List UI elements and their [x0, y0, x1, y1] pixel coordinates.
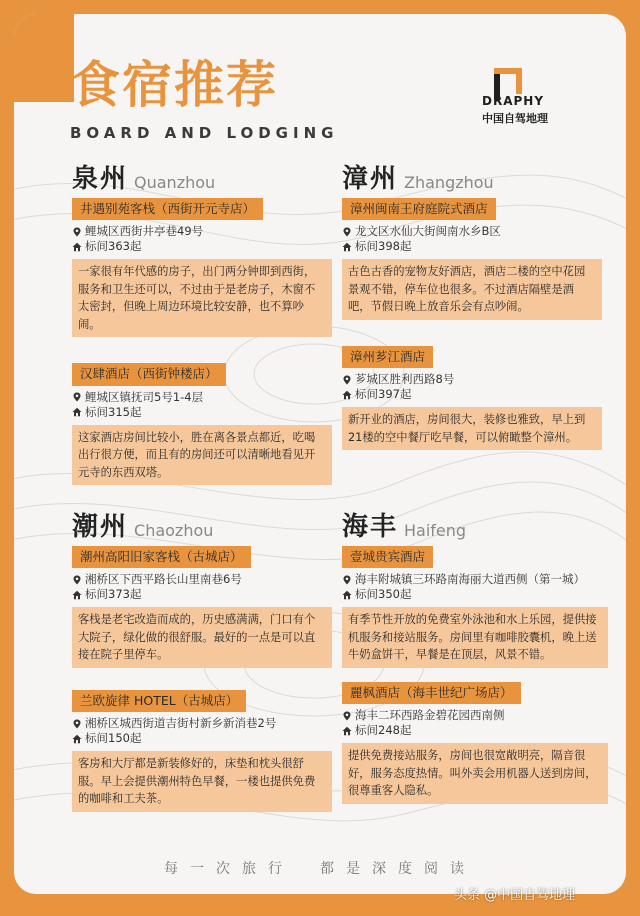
hotel-address [342, 708, 608, 723]
house-icon [342, 390, 352, 400]
hotel-card [72, 198, 332, 337]
hotel-price [342, 387, 602, 402]
location-pin-icon [72, 392, 82, 402]
city-name-cn: 潮州 [72, 512, 129, 542]
city-name-cn: 泉州 [72, 164, 129, 194]
city-heading [342, 506, 608, 540]
hotel-address [342, 572, 608, 587]
page-title: 食宿推荐 [70, 56, 278, 114]
footer-slogan: 每一次旅行 都是深度阅读 [164, 861, 476, 877]
hotel-card [342, 682, 608, 804]
hotel-price [72, 405, 332, 420]
logo-text-cn: 中国自驾地理 [482, 112, 548, 125]
hotel-description: 古色古香的宠物友好酒店，酒店二楼的空中花园景观不错，停车位也很多。不过酒店隔壁是酒吧，节假日晚上放音乐会有点吵闹。 [342, 259, 602, 320]
hotel-name: 井遇别苑客栈（西街开元寺店） [72, 198, 263, 220]
price-text: 标间315起 [85, 404, 142, 419]
hotel-address [72, 224, 332, 239]
address-text: 湘桥区城西街道吉街村新乡新消巷2号 [85, 716, 277, 730]
house-icon [72, 590, 82, 600]
hotel-name: 潮州高阳旧家客栈（古城店） [72, 546, 251, 568]
section-chaozhou [72, 506, 332, 812]
hotel-address [72, 390, 332, 405]
hotel-name: 兰欧旋律 HOTEL（古城店） [72, 690, 246, 712]
address-text: 鲤城区镇抚司5号1-4层 [85, 389, 204, 404]
hotel-name: 麗枫酒店（海丰世纪广场店） [342, 682, 521, 704]
hotel-card [72, 546, 332, 668]
price-text: 标间398起 [355, 239, 412, 254]
hotel-address [342, 372, 602, 387]
house-icon [72, 407, 82, 417]
location-pin-icon [72, 719, 82, 729]
city-name-en: Quanzhou [134, 173, 216, 193]
hotel-description: 客房和大厅都是新装修好的，床垫和枕头很舒服。早上会提供潮州特色早餐，一楼也提供免费的咖啡和工夫茶。 [72, 751, 332, 812]
city-name-en: Chaozhou [134, 521, 214, 541]
hotel-description: 一家很有年代感的房子，出门两分钟即到西街，服务和卫生还可以，不过由于是老房子，木窗不太密封，但晚上周边环境比较安静，也不算吵闹。 [72, 259, 332, 337]
watermark: 头条 @中国自驾地理 [454, 888, 576, 903]
hotel-name: 漳州芗江酒店 [342, 346, 433, 368]
hotel-price [342, 723, 608, 738]
location-pin-icon [342, 375, 352, 385]
corner-tab [14, 14, 74, 102]
hotel-name: 汉肆酒店（西街钟楼店） [72, 363, 226, 385]
address-text: 湘桥区下西平路长山里南巷6号 [85, 572, 242, 587]
hotel-price [72, 587, 332, 602]
hotel-card [72, 363, 332, 485]
price-text: 标间363起 [85, 239, 142, 254]
hotel-price [342, 239, 602, 254]
city-name-en: Zhangzhou [404, 173, 494, 193]
hotel-address [72, 716, 332, 731]
city-name-cn: 漳州 [342, 164, 399, 194]
address-text: 芗城区胜利西路8号 [355, 372, 455, 386]
hotel-description: 新开业的酒店，房间很大，装修也雅致，早上到21楼的空中餐厅吃早餐，可以俯瞰整个漳州。 [342, 407, 602, 450]
page-subtitle: BOARD AND LODGING [70, 124, 339, 142]
location-pin-icon [72, 575, 82, 585]
address-text: 海丰附城镇三环路南海丽大道西侧（第一城） [355, 572, 585, 587]
hotel-price [72, 239, 332, 254]
hotel-card [342, 198, 602, 320]
price-text: 标间397起 [355, 387, 412, 401]
location-pin-icon [342, 711, 352, 721]
hotel-address [342, 224, 602, 239]
house-icon [342, 242, 352, 252]
hotel-address [72, 572, 332, 587]
hotel-description: 有季节性开放的免费室外泳池和水上乐园，提供接机服务和接站服务。房间里有咖啡胶囊机，晚上送牛奶盒饼干，早餐是在顶层，风景不错。 [342, 607, 608, 668]
hotel-name: 壹城贵宾酒店 [342, 546, 433, 568]
address-text: 鲤城区西街井亭巷49号 [85, 224, 204, 239]
hotel-name: 漳州闽南王府庭院式酒店 [342, 198, 496, 220]
hotel-price [342, 587, 608, 602]
city-heading [72, 158, 332, 192]
address-text: 龙文区水仙大街闽南水乡B区 [355, 224, 501, 239]
section-haifeng [342, 506, 608, 804]
hotel-card [72, 690, 332, 812]
hotel-description: 提供免费接站服务，房间也很宽敞明亮，隔音很好，服务态度热情。叫外卖会用机器人送到房间，很尊重客人隐私。 [342, 743, 608, 804]
city-name-cn: 海丰 [342, 512, 399, 542]
city-heading [72, 506, 332, 540]
price-text: 标间150起 [85, 731, 142, 745]
hotel-price [72, 731, 332, 746]
hotel-card [342, 346, 602, 450]
section-quanzhou [72, 158, 332, 485]
hotel-description: 客栈是老宅改造而成的，历史感满满，门口有个大院子，绿化做的很舒服。最好的一点是可以直接在院子里停车。 [72, 607, 332, 668]
city-name-en: Haifeng [404, 521, 467, 541]
hotel-card [342, 546, 608, 668]
house-icon [342, 590, 352, 600]
location-pin-icon [342, 575, 352, 585]
location-pin-icon [72, 227, 82, 237]
brand-logo [482, 68, 592, 128]
price-text: 标间248起 [355, 723, 412, 737]
price-text: 标间373起 [85, 587, 142, 602]
hotel-description: 这家酒店房间比较小，胜在离各景点都近，吃喝出行很方便，而且有的房间还可以清晰地看见开元寺的东西双塔。 [72, 425, 332, 486]
city-heading [342, 158, 602, 192]
poster-card [14, 14, 626, 894]
house-icon [342, 726, 352, 736]
house-icon [72, 734, 82, 744]
logo-text-en: DRAPHY [482, 94, 545, 108]
price-text: 标间350起 [355, 587, 412, 602]
section-zhangzhou [342, 158, 602, 450]
location-pin-icon [342, 227, 352, 237]
house-icon [72, 242, 82, 252]
address-text: 海丰二环西路金碧花园西南侧 [355, 708, 505, 722]
